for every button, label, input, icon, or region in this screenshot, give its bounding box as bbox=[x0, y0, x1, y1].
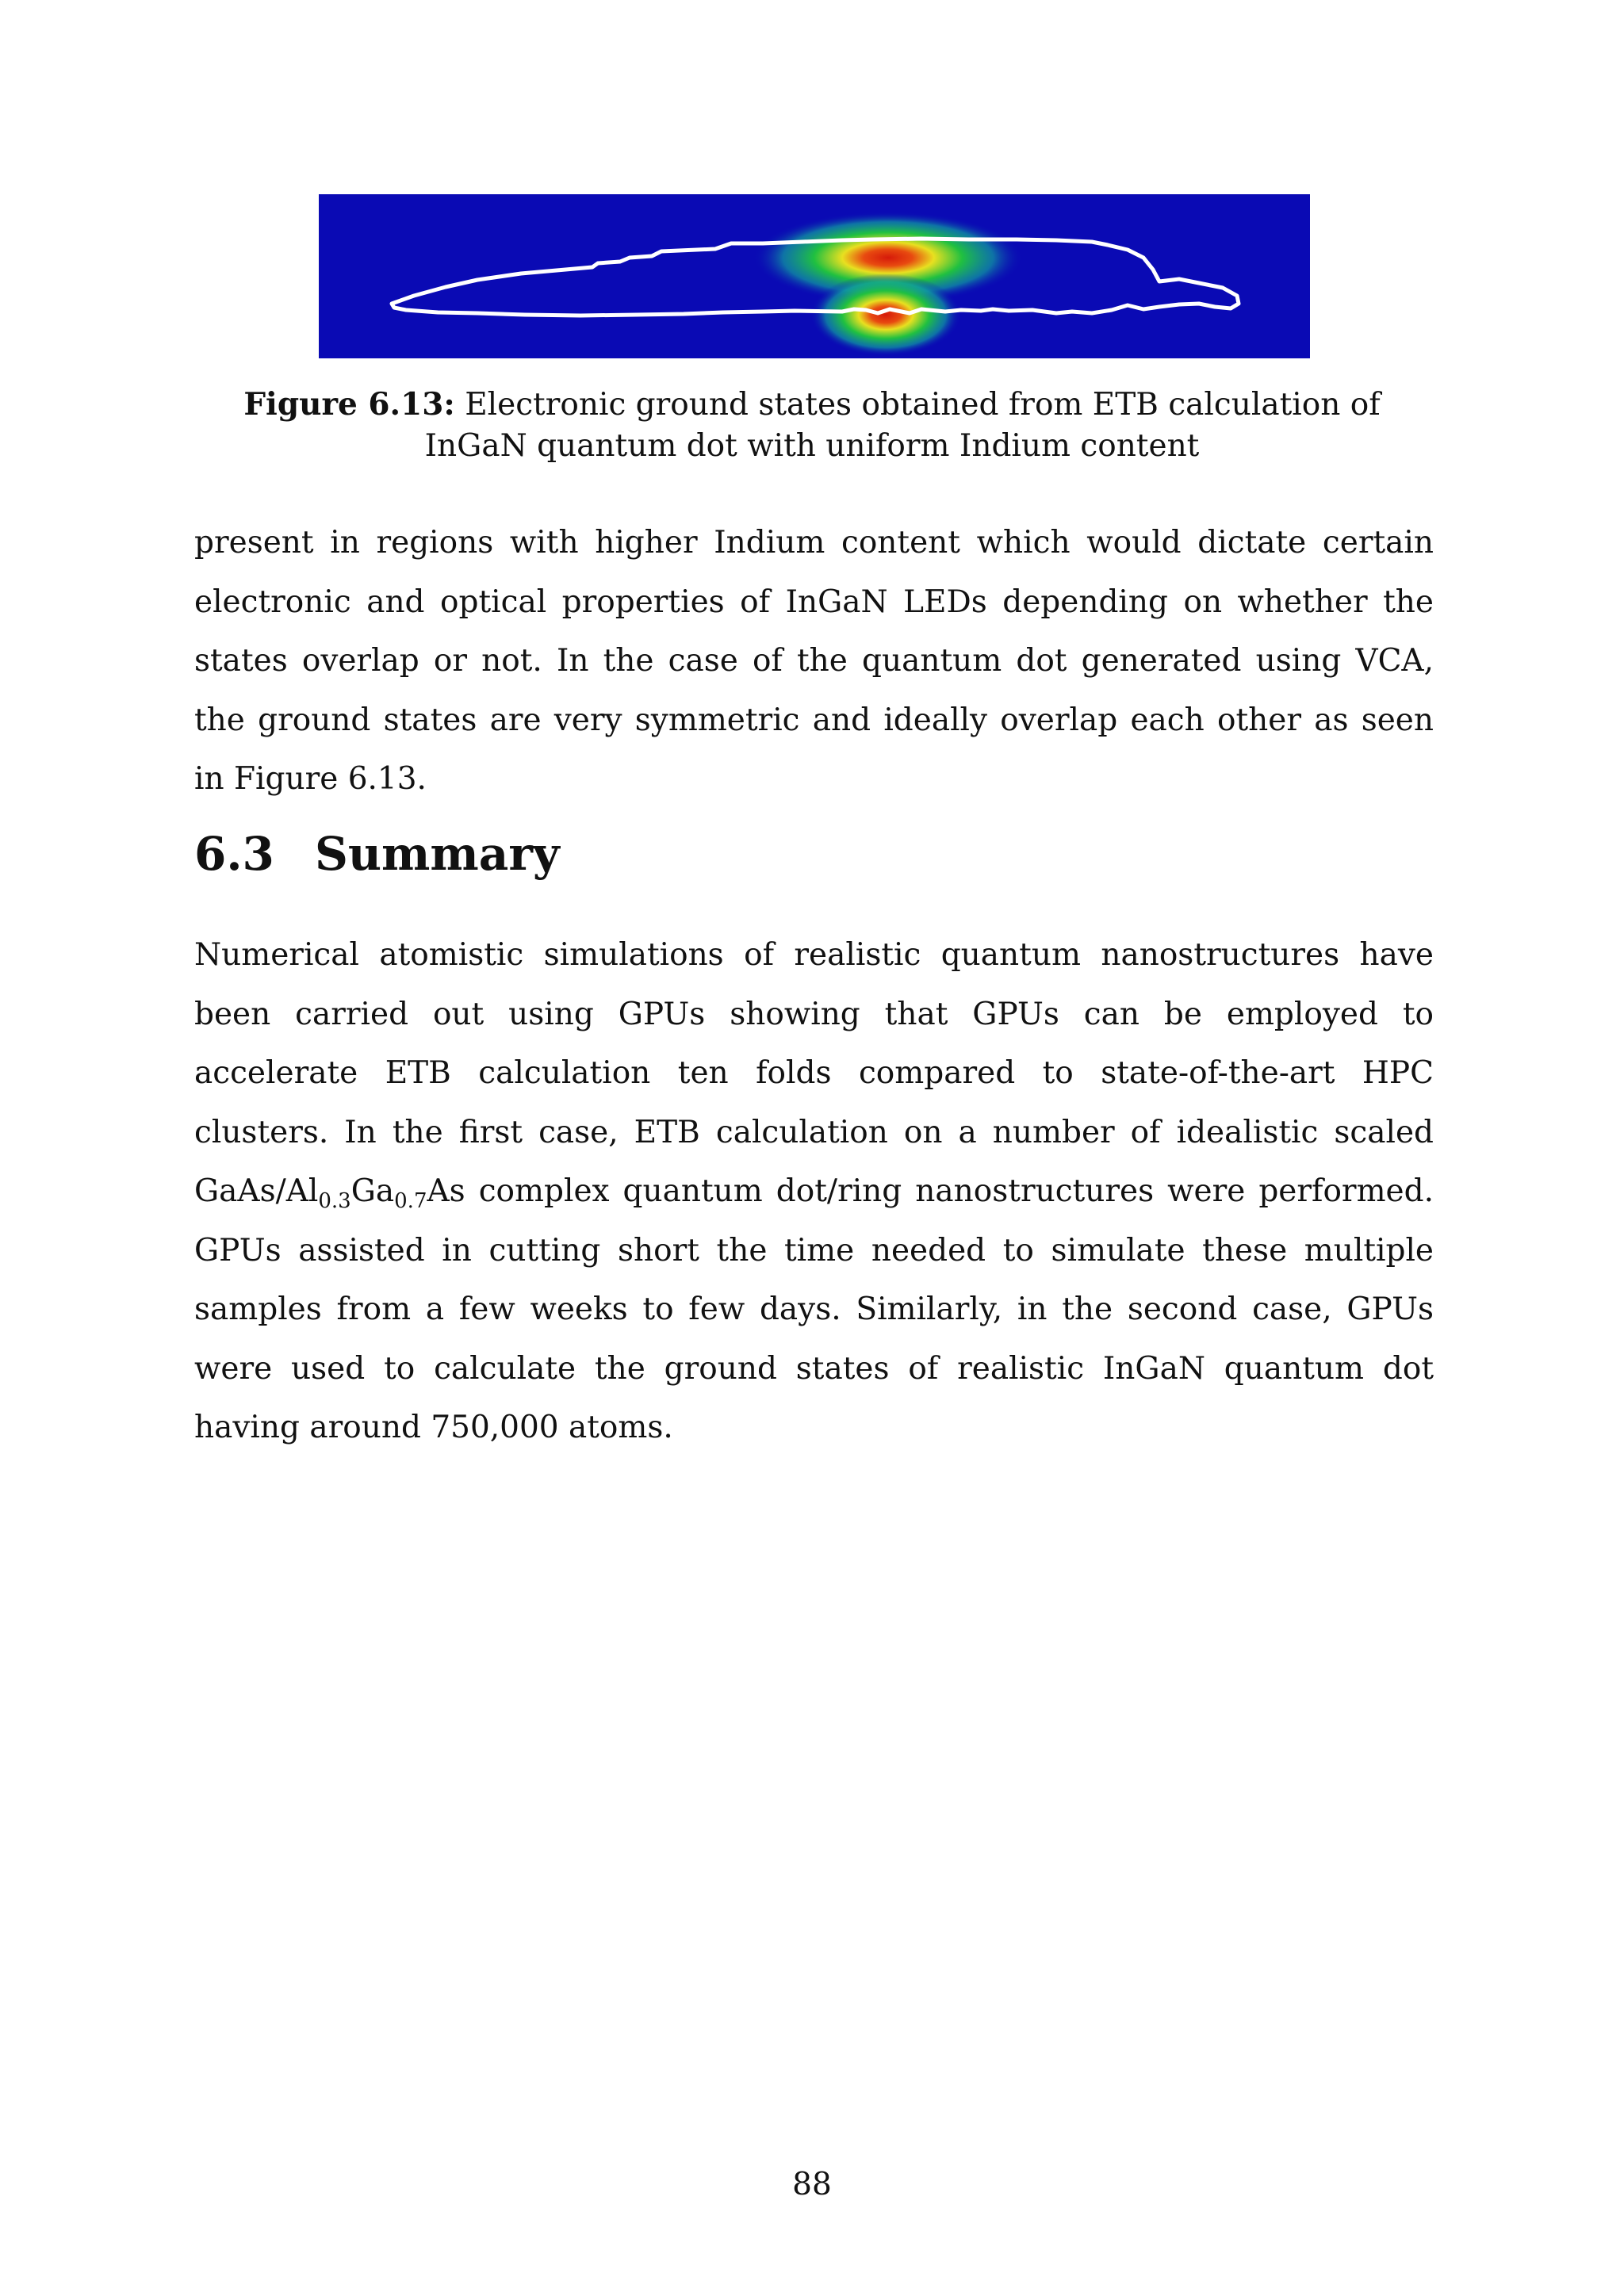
summary-text-part2: Ga bbox=[350, 1173, 395, 1209]
summary-paragraph bbox=[194, 926, 1434, 1458]
subscript-ga: 0.7 bbox=[394, 1189, 427, 1213]
subscript-al: 0.3 bbox=[318, 1189, 351, 1213]
figure-image bbox=[319, 194, 1310, 358]
section-number: 6.3 bbox=[194, 827, 274, 881]
figure-caption-text: Electronic ground states obtained from ETB calculation of InGaN quantum dot with uniform Indium content bbox=[424, 387, 1381, 464]
section-heading bbox=[194, 822, 560, 886]
figure-label: Figure 6.13: bbox=[243, 386, 455, 423]
page-number: 88 bbox=[792, 2167, 832, 2202]
summary-text-part1: Numerical atomistic simulations of realistic quantum nanostructures have been carried out using GPUs showing that GPUs can be employed to accelerate ETB calculation ten folds compared to state-of-the-art HPC clusters. In the first case, ETB calculation on a number of idealistic scaled GaAs/Al bbox=[194, 937, 1434, 1209]
summary-text-part3: As complex quantum dot/ring nanostructures were performed. GPUs assisted in cutting short the time needed to simulate these multiple samples from a few weeks to few days. Similarly, in the second case, GPUs were used to calculate the ground states of realistic InGaN quantum dot having around 750,000 atoms. bbox=[194, 1173, 1434, 1445]
figure-caption bbox=[190, 384, 1434, 467]
lower-state-density bbox=[810, 274, 961, 356]
section-title: Summary bbox=[315, 827, 560, 881]
body-paragraph: present in regions with higher Indium content which would dictate certain electronic and optical properties of InGaN LEDs depending on whether the states overlap or not. In the case of the quantum dot generated using VCA, the ground states are very symmetric and ideally overlap each other as seen in Figure 6.13. bbox=[194, 525, 1434, 797]
quantum-dot-ground-state-plot bbox=[319, 194, 1310, 358]
